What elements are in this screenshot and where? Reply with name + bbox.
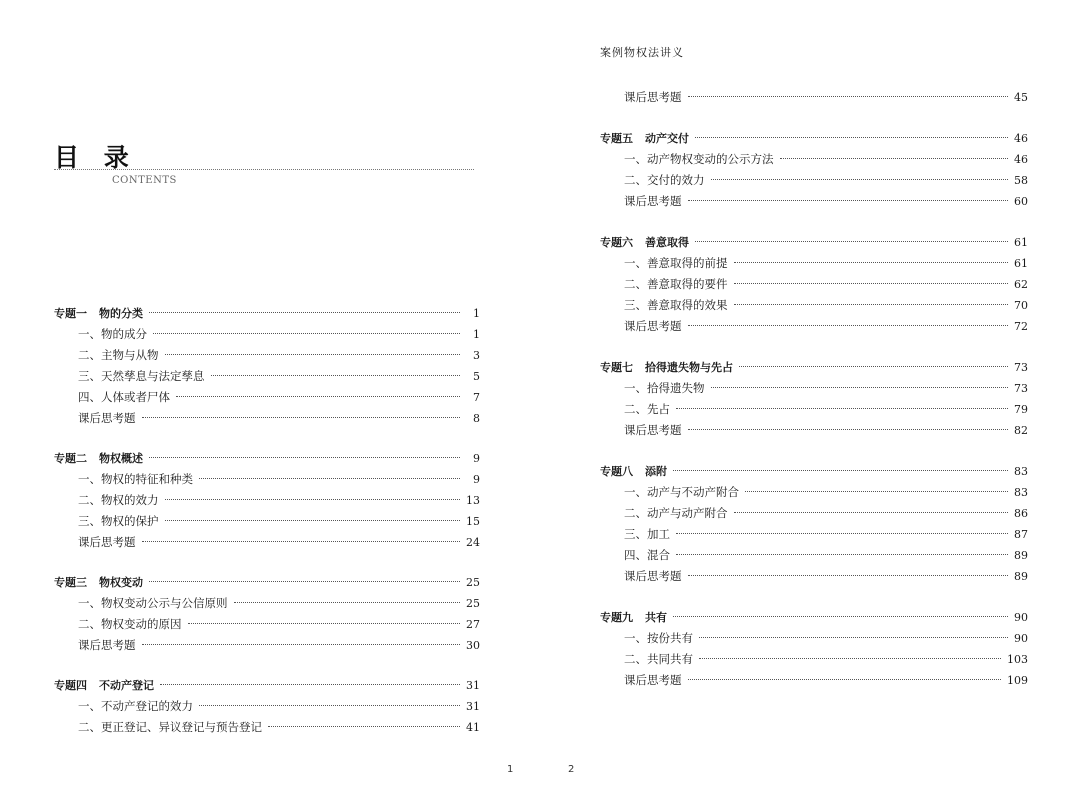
toc-entry-page: 58: [1014, 174, 1028, 187]
chapter-title: 物权变动: [99, 576, 143, 589]
leader-dots: [688, 325, 1009, 326]
leader-dots: [695, 241, 1008, 242]
leader-dots: [149, 312, 460, 313]
toc-entry[interactable]: [600, 545, 1028, 566]
toc-entry[interactable]: [600, 191, 1028, 212]
chapter-number: 专题六: [600, 236, 633, 249]
toc-entry-title: 二、交付的效力: [624, 173, 705, 187]
toc-entry[interactable]: [54, 635, 480, 656]
toc-entry[interactable]: [54, 593, 480, 614]
toc-entry-title: 二、共同共有: [624, 652, 693, 666]
chapter-number: 专题五: [600, 132, 633, 145]
toc-title-rule: [54, 169, 474, 170]
chapter-number: 专题七: [600, 361, 633, 374]
toc-entry-title: 二、主物与从物: [78, 348, 159, 362]
toc-chapter-entry[interactable]: [600, 461, 1028, 482]
toc-entry[interactable]: [600, 420, 1028, 441]
leader-dots: [734, 512, 1009, 513]
toc-entry-title: 三、天然孳息与法定孳息: [78, 369, 205, 383]
toc-entry-page: 82: [1014, 424, 1028, 437]
leader-dots: [699, 658, 1001, 659]
leader-dots: [676, 408, 1008, 409]
toc-entry-title: 四、混合: [624, 548, 670, 562]
leader-dots: [211, 375, 461, 376]
toc-chapter: [600, 357, 1028, 441]
leader-dots: [165, 520, 461, 521]
toc-entry[interactable]: [600, 524, 1028, 545]
toc-entry-title: 课后思考题: [624, 194, 682, 208]
toc-entry[interactable]: [54, 696, 480, 717]
toc-entry[interactable]: [54, 614, 480, 635]
toc-entry-page: 9: [473, 473, 480, 486]
toc-chapter: [54, 448, 480, 553]
toc-chapter: [600, 232, 1028, 337]
toc-entry[interactable]: [54, 366, 480, 387]
toc-entry-page: 25: [466, 597, 480, 610]
toc-entry-title: 一、按份共有: [624, 631, 693, 645]
toc-entry-title: 二、动产与动产附合: [624, 506, 728, 520]
toc-entry[interactable]: [600, 378, 1028, 399]
chapter-page: 83: [1014, 465, 1028, 478]
leader-dots: [695, 137, 1008, 138]
toc-chapter: [600, 128, 1028, 212]
toc-entry[interactable]: [54, 532, 480, 553]
page-number-left: 1: [507, 764, 514, 775]
toc-entry-title: 课后思考题: [78, 411, 136, 425]
toc-entry-page: 62: [1014, 278, 1028, 291]
toc-chapter: [54, 572, 480, 656]
page-number-right: 2: [568, 764, 575, 775]
toc-entry-page: 87: [1014, 528, 1028, 541]
leader-dots: [688, 679, 1002, 680]
toc-entry-page: 61: [1014, 257, 1028, 270]
toc-entry-title: 一、物权变动公示与公信原则: [78, 596, 228, 610]
leader-dots: [142, 541, 461, 542]
toc-entry-page: 13: [466, 494, 480, 507]
toc-entry-title: 二、物权变动的原因: [78, 617, 182, 631]
chapter-title: 善意取得: [645, 236, 689, 249]
leader-dots: [149, 581, 460, 582]
leader-dots: [165, 499, 461, 500]
toc-entry[interactable]: [600, 649, 1028, 670]
leader-dots: [688, 429, 1009, 430]
leader-dots: [711, 387, 1009, 388]
toc-entry-page: 27: [466, 618, 480, 631]
leader-dots: [676, 533, 1008, 534]
toc-chapter: [54, 675, 480, 738]
chapter-title: 动产交付: [645, 132, 689, 145]
toc-chapter-entry[interactable]: [54, 448, 480, 469]
toc-entry-title: 课后思考题: [78, 638, 136, 652]
chapter-number: 专题八: [600, 465, 633, 478]
toc-entry[interactable]: [54, 324, 480, 345]
toc-entry-title: 三、加工: [624, 527, 670, 541]
toc-entry-title: 一、动产物权变动的公示方法: [624, 152, 774, 166]
leader-dots: [268, 726, 460, 727]
toc-entry-page: 46: [1014, 153, 1028, 166]
toc-entry[interactable]: [600, 253, 1028, 274]
chapter-number: 专题一: [54, 307, 87, 320]
toc-entry-title: 一、善意取得的前提: [624, 256, 728, 270]
toc-entry-title: 三、物权的保护: [78, 514, 159, 528]
chapter-title: 不动产登记: [99, 679, 154, 692]
toc-entry-title: 课后思考题: [624, 673, 682, 687]
leader-dots: [142, 417, 461, 418]
leader-dots: [149, 457, 460, 458]
toc-entry[interactable]: [600, 149, 1028, 170]
toc-entry[interactable]: [600, 87, 1028, 108]
toc-entry[interactable]: [54, 408, 480, 429]
toc-entry-title: 二、善意取得的要件: [624, 277, 728, 291]
toc-entry-page: 8: [473, 412, 480, 425]
toc-chapter-entry[interactable]: [54, 675, 480, 696]
toc-entry-title: 二、更正登记、异议登记与预告登记: [78, 720, 262, 734]
leader-dots: [676, 554, 1008, 555]
toc-entry[interactable]: [54, 717, 480, 738]
leader-dots: [199, 478, 460, 479]
toc-chapter-entry[interactable]: [600, 607, 1028, 628]
chapter-title: 物的分类: [99, 307, 143, 320]
toc-entry-page: 41: [466, 721, 480, 734]
toc-entry-page: 89: [1014, 549, 1028, 562]
chapter-page: 46: [1014, 132, 1028, 145]
leader-dots: [688, 575, 1009, 576]
chapter-number: 专题四: [54, 679, 87, 692]
leader-dots: [176, 396, 460, 397]
toc-entry-page: 60: [1014, 195, 1028, 208]
leader-dots: [688, 200, 1009, 201]
chapter-page: 9: [473, 452, 480, 465]
chapter-title: 物权概述: [99, 452, 143, 465]
leader-dots: [673, 616, 1008, 617]
toc-entry[interactable]: [600, 670, 1028, 691]
toc-entry-page: 45: [1014, 91, 1028, 104]
toc-entry-page: 90: [1014, 632, 1028, 645]
toc-chapter: [54, 303, 480, 429]
leader-dots: [739, 366, 1008, 367]
chapter-page: 90: [1014, 611, 1028, 624]
toc-entry-page: 79: [1014, 403, 1028, 416]
toc-entry-page: 7: [473, 391, 480, 404]
toc-chapter-entry[interactable]: [54, 572, 480, 593]
toc-entry[interactable]: [54, 490, 480, 511]
chapter-page: 1: [473, 307, 480, 320]
running-header: 案例物权法讲义: [600, 46, 684, 59]
toc-entry-page: 24: [466, 536, 480, 549]
toc-entry-page: 70: [1014, 299, 1028, 312]
chapter-title: 共有: [645, 611, 667, 624]
chapter-title: 拾得遗失物与先占: [645, 361, 733, 374]
toc-entry-page: 89: [1014, 570, 1028, 583]
chapter-page: 73: [1014, 361, 1028, 374]
toc-chapter-entry[interactable]: [600, 128, 1028, 149]
leader-dots: [745, 491, 1008, 492]
toc-entry-title: 四、人体或者尸体: [78, 390, 170, 404]
toc-title: 目 录: [54, 143, 137, 172]
leader-dots: [699, 637, 1008, 638]
toc-entry-page: 31: [466, 700, 480, 713]
toc-chapter: [600, 607, 1028, 691]
toc-entry-page: 15: [466, 515, 480, 528]
toc-entry-page: 5: [473, 370, 480, 383]
toc-entry[interactable]: [600, 295, 1028, 316]
leader-dots: [142, 644, 461, 645]
toc-entry-title: 一、动产与不动产附合: [624, 485, 739, 499]
toc-continued-block: [600, 87, 1028, 108]
toc-chapter: [600, 461, 1028, 587]
toc-left-column: [54, 303, 480, 757]
toc-subtitle: CONTENTS: [112, 175, 177, 186]
toc-entry-title: 课后思考题: [624, 423, 682, 437]
chapter-number: 专题二: [54, 452, 87, 465]
toc-chapter-entry[interactable]: [600, 232, 1028, 253]
toc-entry-page: 109: [1007, 674, 1028, 687]
chapter-page: 61: [1014, 236, 1028, 249]
leader-dots: [673, 470, 1008, 471]
toc-entry-page: 30: [466, 639, 480, 652]
leader-dots: [234, 602, 461, 603]
toc-entry-title: 一、不动产登记的效力: [78, 699, 193, 713]
toc-entry[interactable]: [600, 628, 1028, 649]
toc-entry[interactable]: [54, 387, 480, 408]
leader-dots: [165, 354, 461, 355]
toc-entry-title: 一、拾得遗失物: [624, 381, 705, 395]
chapter-page: 31: [466, 679, 480, 692]
toc-chapter-entry[interactable]: [54, 303, 480, 324]
leader-dots: [160, 684, 460, 685]
toc-entry[interactable]: [600, 274, 1028, 295]
leader-dots: [780, 158, 1009, 159]
toc-entry-title: 课后思考题: [624, 319, 682, 333]
toc-entry[interactable]: [54, 345, 480, 366]
toc-entry-page: 3: [473, 349, 480, 362]
toc-entry-title: 二、物权的效力: [78, 493, 159, 507]
toc-entry-page: 1: [473, 328, 480, 341]
toc-right-column: [600, 87, 1028, 711]
toc-entry-page: 86: [1014, 507, 1028, 520]
toc-entry-title: 二、先占: [624, 402, 670, 416]
toc-entry[interactable]: [600, 316, 1028, 337]
toc-entry-page: 103: [1007, 653, 1028, 666]
toc-entry-title: 课后思考题: [624, 569, 682, 583]
toc-entry[interactable]: [600, 170, 1028, 191]
leader-dots: [153, 333, 460, 334]
leader-dots: [734, 304, 1009, 305]
toc-entry-page: 73: [1014, 382, 1028, 395]
toc-entry[interactable]: [54, 469, 480, 490]
leader-dots: [188, 623, 461, 624]
leader-dots: [688, 96, 1009, 97]
toc-entry-title: 三、善意取得的效果: [624, 298, 728, 312]
toc-entry-title: 课后思考题: [78, 535, 136, 549]
toc-entry[interactable]: [600, 482, 1028, 503]
toc-entry-title: 一、物的成分: [78, 327, 147, 341]
chapter-number: 专题九: [600, 611, 633, 624]
leader-dots: [734, 262, 1009, 263]
toc-entry-page: 83: [1014, 486, 1028, 499]
toc-entry[interactable]: [600, 566, 1028, 587]
chapter-page: 25: [466, 576, 480, 589]
toc-entry-page: 72: [1014, 320, 1028, 333]
toc-chapter-entry[interactable]: [600, 357, 1028, 378]
leader-dots: [711, 179, 1009, 180]
toc-entry-title: 一、物权的特征和种类: [78, 472, 193, 486]
leader-dots: [199, 705, 460, 706]
toc-entry-title: 课后思考题: [624, 90, 682, 104]
toc-entry[interactable]: [600, 503, 1028, 524]
toc-entry[interactable]: [600, 399, 1028, 420]
toc-entry[interactable]: [54, 511, 480, 532]
leader-dots: [734, 283, 1009, 284]
chapter-title: 添附: [645, 465, 667, 478]
chapter-number: 专题三: [54, 576, 87, 589]
